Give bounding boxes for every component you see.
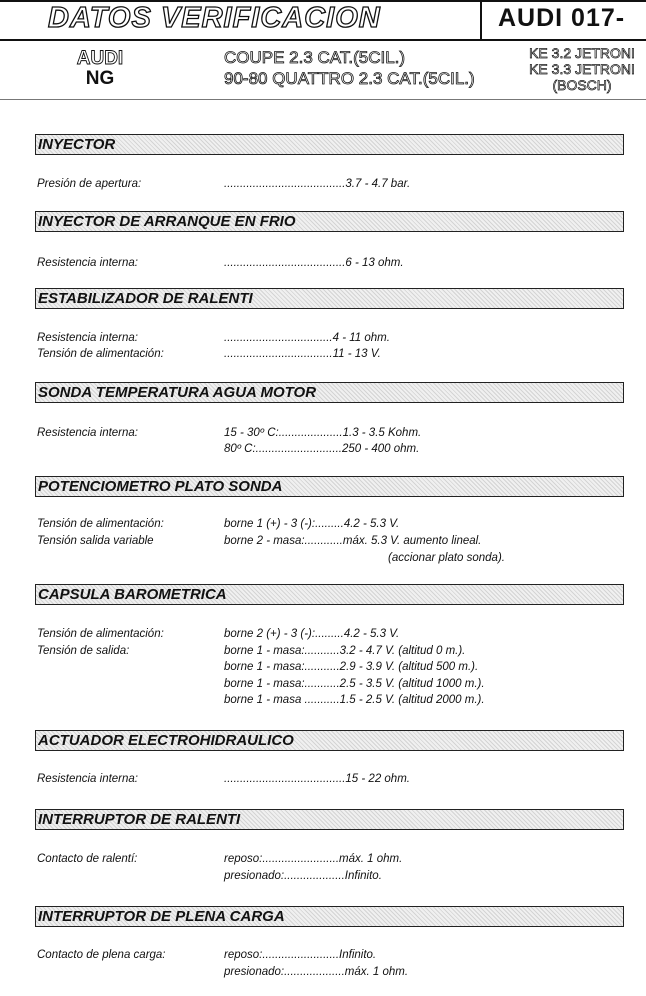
system-line: (BOSCH) — [552, 77, 612, 93]
spec-value: presionado:...................Infinito. — [224, 870, 382, 882]
spec-label: Tensión de alimentación: — [37, 348, 164, 360]
section-header — [35, 134, 624, 155]
section-header — [35, 288, 624, 309]
spec-label: Resistencia interna: — [37, 257, 138, 269]
spec-value: borne 1 (+) - 3 (-):.........4.2 - 5.3 V. — [224, 518, 400, 530]
header-bottom-rule — [0, 99, 646, 100]
section-title: SONDA TEMPERATURA AGUA MOTOR — [38, 384, 317, 401]
model-block — [224, 47, 475, 89]
spec-value: presionado:...................máx. 1 ohm. — [224, 966, 409, 978]
system-block — [518, 45, 646, 93]
section-header — [35, 476, 624, 497]
spec-label: Presión de apertura: — [37, 178, 142, 190]
spec-label: Resistencia interna: — [37, 427, 138, 439]
section-title: INTERRUPTOR DE RALENTI — [38, 811, 241, 828]
spec-value: borne 2 (+) - 3 (-):.........4.2 - 5.3 V. — [224, 628, 400, 640]
section-header — [35, 730, 624, 751]
system-line: KE 3.2 JETRONI — [529, 45, 635, 61]
spec-value: borne 2 - masa:............máx. 5.3 V. aumento lineal. — [224, 535, 482, 547]
spec-label: Tensión de salida: — [37, 645, 130, 657]
sheet-code: AUDI 017- — [498, 4, 626, 32]
section-header — [35, 809, 624, 830]
spec-label: Tensión salida variable — [37, 535, 154, 547]
spec-value: borne 1 - masa:...........3.2 - 4.7 V. (altitud 0 m.). — [224, 645, 466, 657]
section-title: INYECTOR — [38, 136, 116, 153]
system-line: KE 3.3 JETRONI — [529, 61, 635, 77]
model-line: COUPE 2.3 CAT.(5CIL.) — [224, 48, 406, 67]
spec-value: 15 - 30º C:....................1.3 - 3.5 Kohm. — [224, 427, 422, 439]
spec-label: Tensión de alimentación: — [37, 628, 164, 640]
spec-value: ......................................3.7 - 4.7 bar. — [224, 178, 411, 190]
make-brand: AUDI — [76, 48, 124, 69]
spec-value: reposo:........................máx. 1 ohm. — [224, 853, 403, 865]
model-line: 90-80 QUATTRO 2.3 CAT.(5CIL.) — [224, 69, 475, 88]
spec-label: Contacto de ralentí: — [37, 853, 138, 865]
spec-value: reposo:........................Infinito. — [224, 949, 377, 961]
page-title: DATOS VERIFICACION — [48, 2, 381, 34]
section-title: POTENCIOMETRO PLATO SONDA — [38, 478, 283, 495]
spec-label: Tensión de alimentación: — [37, 518, 164, 530]
section-header — [35, 584, 624, 605]
section-header — [35, 906, 624, 927]
section-title: ESTABILIZADOR DE RALENTI — [38, 290, 253, 307]
spec-value: borne 1 - masa:...........2.9 - 3.9 V. (altitud 500 m.). — [224, 661, 479, 673]
section-header — [35, 211, 624, 232]
spec-value: 80º C:...........................250 - 400 ohm. — [224, 443, 420, 455]
spec-label: Resistencia interna: — [37, 773, 138, 785]
spec-value — [388, 552, 505, 564]
spec-value: ..................................11 - 13 V. — [224, 348, 381, 360]
section-title: CAPSULA BAROMETRICA — [38, 586, 227, 603]
spec-value: ......................................6 - 13 ohm. — [224, 257, 404, 269]
spec-value: ..................................4 - 11 ohm. — [224, 332, 390, 344]
spec-value: borne 1 - masa:...........2.5 - 3.5 V. (altitud 1000 m.). — [224, 678, 485, 690]
make-block — [60, 49, 140, 89]
spec-label: Resistencia interna: — [37, 332, 138, 344]
spec-value: borne 1 - masa ...........1.5 - 2.5 V. (altitud 2000 m.). — [224, 694, 485, 706]
engine-code: NG — [85, 68, 115, 89]
header-mid-rule — [0, 39, 646, 41]
section-title: ACTUADOR ELECTROHIDRAULICO — [38, 732, 294, 749]
spec-value: ......................................15 - 22 ohm. — [224, 773, 410, 785]
section-title: INTERRUPTOR DE PLENA CARGA — [38, 908, 285, 925]
section-title: INYECTOR DE ARRANQUE EN FRIO — [38, 213, 296, 230]
spec-note: (accionar plato sonda). — [388, 552, 505, 564]
spec-label: Contacto de plena carga: — [37, 949, 166, 961]
section-header — [35, 382, 624, 403]
header-divider — [480, 0, 482, 41]
